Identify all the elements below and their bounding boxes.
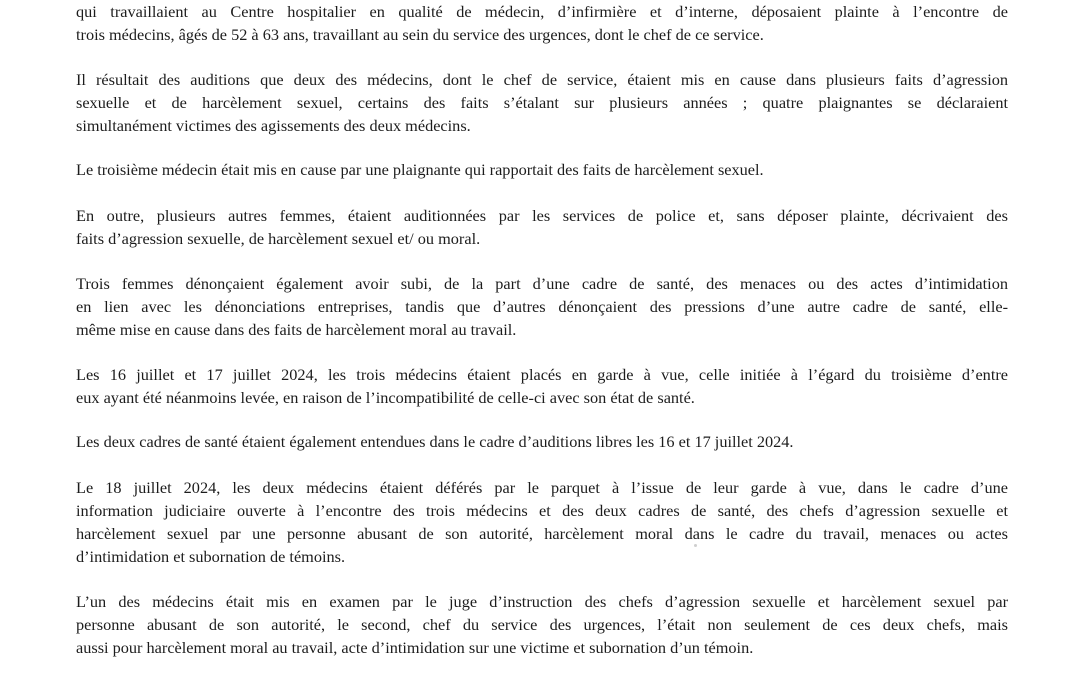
- text-line: eux ayant été néanmoins levée, en raison de l’incompatibilité de celle-ci avec son état de santé.: [76, 388, 695, 407]
- text-line: En outre, plusieurs autres femmes, étaient auditionnées par les services de police et, sans déposer plainte, décrivaient des: [76, 206, 1008, 225]
- paragraph-indictment: [76, 590, 1008, 659]
- text-line: simultanément victimes des agissements des deux médecins.: [76, 116, 471, 135]
- paragraph-complaint: [76, 0, 1008, 46]
- text-line: Les 16 juillet et 17 juillet 2024, les trois médecins étaient placés en garde à vue, celle initiée à l’égard du troisième d’entre: [76, 365, 1008, 384]
- text-line: harcèlement sexuel par une personne abusant de son autorité, harcèlement moral dans le cadre du travail, menaces ou actes: [76, 524, 1008, 543]
- text-line: Les deux cadres de santé étaient également entendues dans le cadre d’auditions libres les 16 et 17 juillet 2024.: [76, 432, 794, 451]
- text-line: trois médecins, âgés de 52 à 63 ans, travaillant au sein du service des urgences, dont le chef de ce service.: [76, 25, 764, 44]
- paragraph-referral: [76, 476, 1008, 568]
- text-line: Le 18 juillet 2024, les deux médecins étaient déférés par le parquet à l’issue de leur garde à vue, dans le cadre d’une: [76, 478, 1008, 497]
- paragraph-third-doctor: [76, 158, 1008, 181]
- text-line: en lien avec les dénonciations entreprises, tandis que d’autres dénonçaient des pressions d’une autre cadre de santé, elle-: [76, 297, 1008, 316]
- text-line: Trois femmes dénonçaient également avoir subi, de la part d’une cadre de santé, des menaces ou des actes d’intimidation: [76, 274, 1008, 293]
- text-line: faits d’agression sexuelle, de harcèlement sexuel et/ ou moral.: [76, 229, 481, 248]
- text-line: Le troisième médecin était mis en cause par une plaignante qui rapportait des faits de harcèlement sexuel.: [76, 160, 764, 179]
- text-line: personne abusant de son autorité, le second, chef du service des urgences, l’était non seulement de ces deux chefs, mais: [76, 615, 1008, 634]
- text-line: qui travaillaient au Centre hospitalier en qualité de médecin, d’infirmière et d’interne, déposaient plainte à l’encontre de: [76, 2, 1008, 21]
- text-line: information judiciaire ouverte à l’encontre des trois médecins et des deux cadres de santé, des chefs d’agression sexuelle et: [76, 501, 1008, 520]
- paragraph-health-managers: [76, 272, 1008, 341]
- scan-speck: [694, 544, 697, 547]
- text-line: même mise en cause dans des faits de harcèlement moral au travail.: [76, 320, 517, 339]
- text-line: d’intimidation et subornation de témoins.: [76, 547, 346, 566]
- text-line: Il résultait des auditions que deux des médecins, dont le chef de service, étaient mis en cause dans plusieurs faits d’agression: [76, 70, 1008, 89]
- paragraph-auditions: [76, 68, 1008, 137]
- text-line: L’un des médecins était mis en examen par le juge d’instruction des chefs d’agression sexuelle et harcèlement sexuel par: [76, 592, 1008, 611]
- text-line: sexuelle et de harcèlement sexuel, certains des faits s’étalant sur plusieurs années ; quatre plaignantes se déclaraient: [76, 93, 1008, 112]
- paragraph-other-women: [76, 204, 1008, 250]
- text-line: aussi pour harcèlement moral au travail, acte d’intimidation sur une victime et subornation d’un témoin.: [76, 638, 754, 657]
- paragraph-free-hearings: [76, 430, 1008, 453]
- paragraph-custody: [76, 363, 1008, 409]
